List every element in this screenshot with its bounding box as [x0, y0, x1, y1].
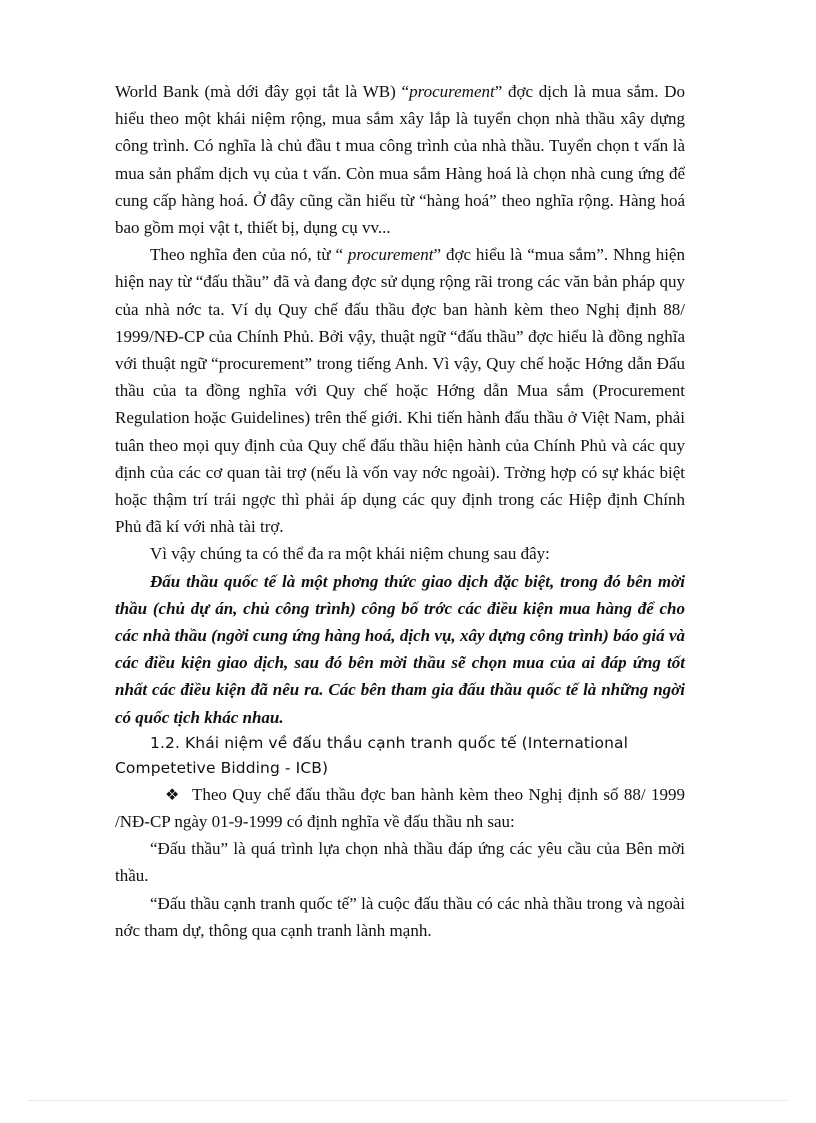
procurement-term: procurement: [347, 245, 434, 265]
paragraph-2-text-b: ” đợc hiểu là “mua sắm”. Nhng hiện hiện nay từ “đấu thầu” đã và đang đợc sử dụng rộng rãi trong các văn bản pháp quy của nhà nớc ta. Ví dụ Quy chế đấu thầu đợc ban hành kèm theo Nghị định 88/ 1999/NĐ-CP của Chính Phủ. Bởi vậy, thuật ngữ “đấu thầu” đợc hiểu là đồng nghĩa với thuật ngữ “procurement” trong tiếng Anh. Vì vậy, Quy chế hoặc Hớng dẫn Đấu thầu của ta đồng nghĩa với Quy chế hoặc Hớng dẫn Mua sắm (Procurement Regulation hoặc Guidelines) trên thế giới. Khi tiến hành đấu thầu ở Việt Nam, phải tuân theo mọi quy định của Quy chế đấu thầu hiện hành của Chính Phủ và các quy định của các cơ quan tài trợ (nếu là vốn vay nớc ngoài). Trờng hợp có sự khác biệt hoặc thậm trí trái ngợc thì phải áp dụng các quy định trong các Hiệp định Chính Phủ đã kí với nhà tài trợ.: [115, 245, 685, 537]
document-body: [115, 78, 685, 944]
paragraph-2-text-a: Theo nghĩa đen của nó, từ “: [150, 245, 348, 265]
section-heading: 1.2. Khái niệm về đấu thầu cạnh tranh quốc tế (International Competetive Bidding - ICB): [115, 733, 629, 777]
diamond-bullet-icon: ❖: [165, 784, 180, 804]
paragraph-5-text: Theo Quy chế đấu thầu đợc ban hành kèm theo Nghị định số 88/ 1999 /NĐ-CP ngày 01-9-1999 có định nghĩa về đấu thầu nh sau:: [115, 784, 685, 832]
paragraph-1: [115, 78, 685, 241]
paragraph-5: [115, 781, 685, 835]
paragraph-7: “Đấu thầu cạnh tranh quốc tế” là cuộc đấu thầu có các nhà thầu trong và ngoài nớc tham dự, thông qua cạnh tranh lành mạnh.: [115, 893, 685, 940]
paragraph-3: Vì vậy chúng ta có thể đa ra một khái niệm chung sau đây:: [150, 544, 550, 564]
footer-divider: [28, 1100, 788, 1101]
paragraph-2: [115, 241, 685, 540]
international-bidding-definition: Đấu thầu quốc tế là một phơng thức giao dịch đặc biệt, trong đó bên mời thầu (chủ dự án, chủ công trình) công bố trớc các điều kiện mua hàng để cho các nhà thầu (ngời cung ứng hàng hoá, dịch vụ, xây dựng công trình) báo giá và các điều kiện giao dịch, sau đó bên mời thầu sẽ chọn mua của ai đáp ứng tốt nhất các điều kiện đã nêu ra. Các bên tham gia đấu thầu quốc tế là những ngời có quốc tịch khác nhau.: [115, 571, 685, 727]
paragraph-6: “Đấu thầu” là quá trình lựa chọn nhà thầu đáp ứng các yêu cầu của Bên mời thầu.: [115, 839, 685, 886]
procurement-term: procurement: [409, 82, 495, 101]
paragraph-1-text-a: World Bank (mà dới đây gọi tắt là WB) “: [115, 82, 410, 101]
paragraph-1-text-b: ” đợc dịch là mua sắm. Do hiểu theo một khái niệm rộng, mua sắm xây lắp là tuyển chọn nhà thầu xây dựng công trình. Có nghĩa là chủ đầu t mua công trình của nhà thầu. Tuyển chọn t vấn là mua sản phẩm dịch vụ của t vấn. Còn mua sắm Hàng hoá là chọn nhà cung ứng để cung cấp hàng hoá. Ở đây cũng cần hiểu từ “hàng hoá” theo nghĩa rộng. Hàng hoá bao gồm mọi vật t, thiết bị, dụng cụ vv...: [115, 82, 685, 238]
